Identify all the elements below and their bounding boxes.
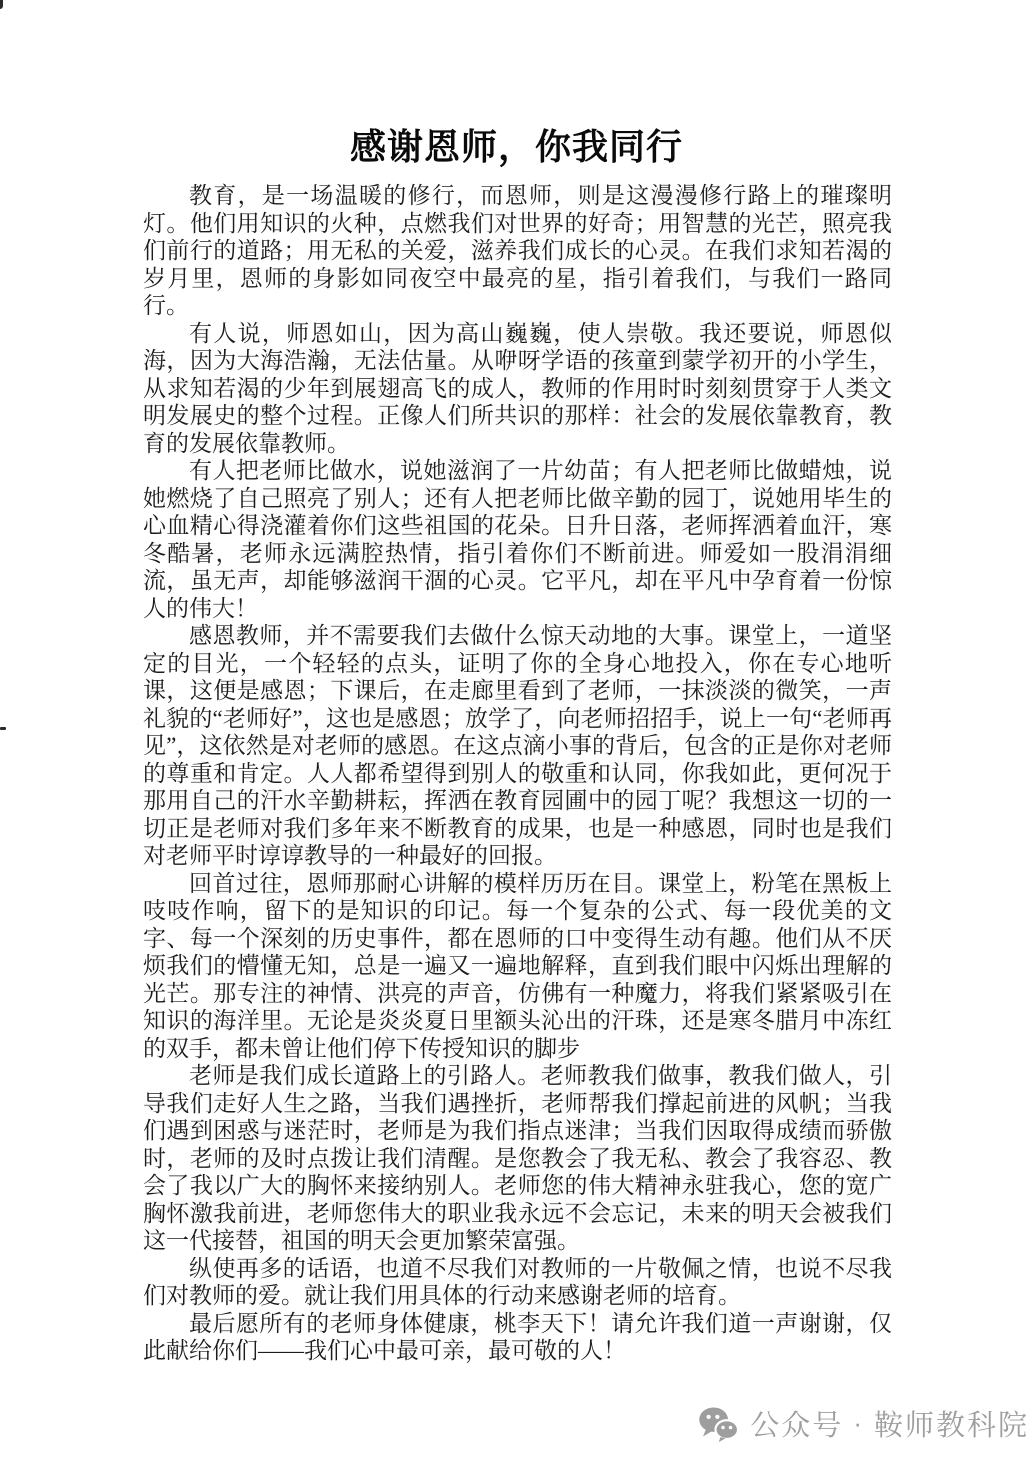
watermark-separator: · xyxy=(853,1408,864,1438)
watermark-prefix: 公众号 xyxy=(750,1410,844,1442)
essay-paragraph: 回首过往，恩师那耐心讲解的模样历历在目。课堂上，粉笔在黑板上吱吱作响，留下的是知识的印记。每一个复杂的公式、每一段优美的文字、每一个深刻的历史事件，都在恩师的口中变得生动有趣。他们从不厌烦我们的懵懂无知，总是一遍又一遍地解释，直到我们眼中闪烁出理解的光芒。那专注的神情、洪亮的声音，仿佛有一种魔力，将我们紧紧吸引在知识的海洋里。无论是炎炎夏日里额头沁出的汗珠，还是寒冬腊月中冻红的双手，都未曾让他们停下传授知识的脚步 xyxy=(143,870,892,1061)
scan-artifact-left-edge xyxy=(0,727,6,730)
essay-paragraph: 纵使再多的话语，也道不尽我们对教师的一片敬佩之情，也说不尽我们对教师的爱。就让我们用具体的行动来感谢老师的培育。 xyxy=(143,1255,892,1308)
essay-paragraph: 有人把老师比做水，说她滋润了一片幼苗；有人把老师比做蜡烛，说她燃烧了自己照亮了别人；还有人把老师比做辛勤的园丁，说她用毕生的心血精心得浇灌着你们这些祖国的花朵。日升日落，老师挥洒着血汗，寒冬酷暑，老师永远满腔热情，指引着你们不断前进。师爱如一股涓涓细流，虽无声，却能够滋润干涸的心灵。它平凡，却在平凡中孕育着一份惊人的伟大！ xyxy=(143,458,892,621)
essay-paragraph: 有人说，师恩如山，因为高山巍巍，使人崇敬。我还要说，师恩似海，因为大海浩瀚，无法估量。从咿呀学语的孩童到蒙学初开的小学生，从求知若渴的少年到展翅高飞的成人，教师的作用时时刻刻贯穿于人类文明发展史的整个过程。正像人们所共识的那样：社会的发展依靠教育，教育的发展依靠教师。 xyxy=(143,320,892,456)
essay-paragraph: 感恩教师，并不需要我们去做什么惊天动地的大事。课堂上，一道坚定的目光，一个轻轻的点头，证明了你的全身心地投入，你在专心地听课，这便是感恩；下课后，在走廊里看到了老师，一抹淡淡的微笑，一声礼貌的“老师好”，这也是感恩；放学了，向老师招招手，说上一句“老师再见”，这依然是对老师的感恩。在这点滴小事的背后，包含的正是你对老师的尊重和肯定。人人都希望得到别人的敬重和认同，你我如此，更何况于那用自己的汗水辛勤耕耘，挥洒在教育园圃中的园丁呢？我想这一切的一切正是老师对我们多年来不断教育的成果，也是一种感恩，同时也是我们对老师平时谆谆教导的一种最好的回报。 xyxy=(143,623,892,868)
wechat-icon xyxy=(698,1404,738,1444)
wechat-watermark xyxy=(698,1403,1029,1444)
essay-paragraph: 老师是我们成长道路上的引路人。老师教我们做事，教我们做人，引导我们走好人生之路，当我们遇挫折，老师帮我们撑起前进的风帆；当我们遇到困惑与迷茫时，老师是为我们指点迷津；当我们因取得成绩而骄傲时，老师的及时点拨让我们清醒。是您教会了我无私、教会了我容忍、教会了我以广大的胸怀来接纳别人。老师您的伟大精神永驻我心，您的宽广胸怀激我前进，老师您伟大的职业我永远不会忘记，未来的明天会被我们这一代接替，祖国的明天会更加繁荣富强。 xyxy=(143,1063,892,1253)
watermark-account-name: 鞍师教科院 xyxy=(873,1410,1029,1442)
essay-paragraph: 最后愿所有的老师身体健康，桃李天下！请允许我们道一声谢谢，仅此献给你们——我们心中最可亲，最可敬的人！ xyxy=(143,1310,892,1363)
essay-body xyxy=(143,182,892,1365)
essay-title: 感谢恩师，你我同行 xyxy=(349,127,683,167)
essay-paragraph: 教育，是一场温暖的修行，而恩师，则是这漫漫修行路上的璀璨明灯。他们用知识的火种，点燃我们对世界的好奇；用智慧的光芒，照亮我们前行的道路；用无私的关爱，滋养我们成长的心灵。在我们求知若渴的岁月里，恩师的身影如同夜空中最亮的星，指引着我们，与我们一路同行。 xyxy=(143,183,892,318)
